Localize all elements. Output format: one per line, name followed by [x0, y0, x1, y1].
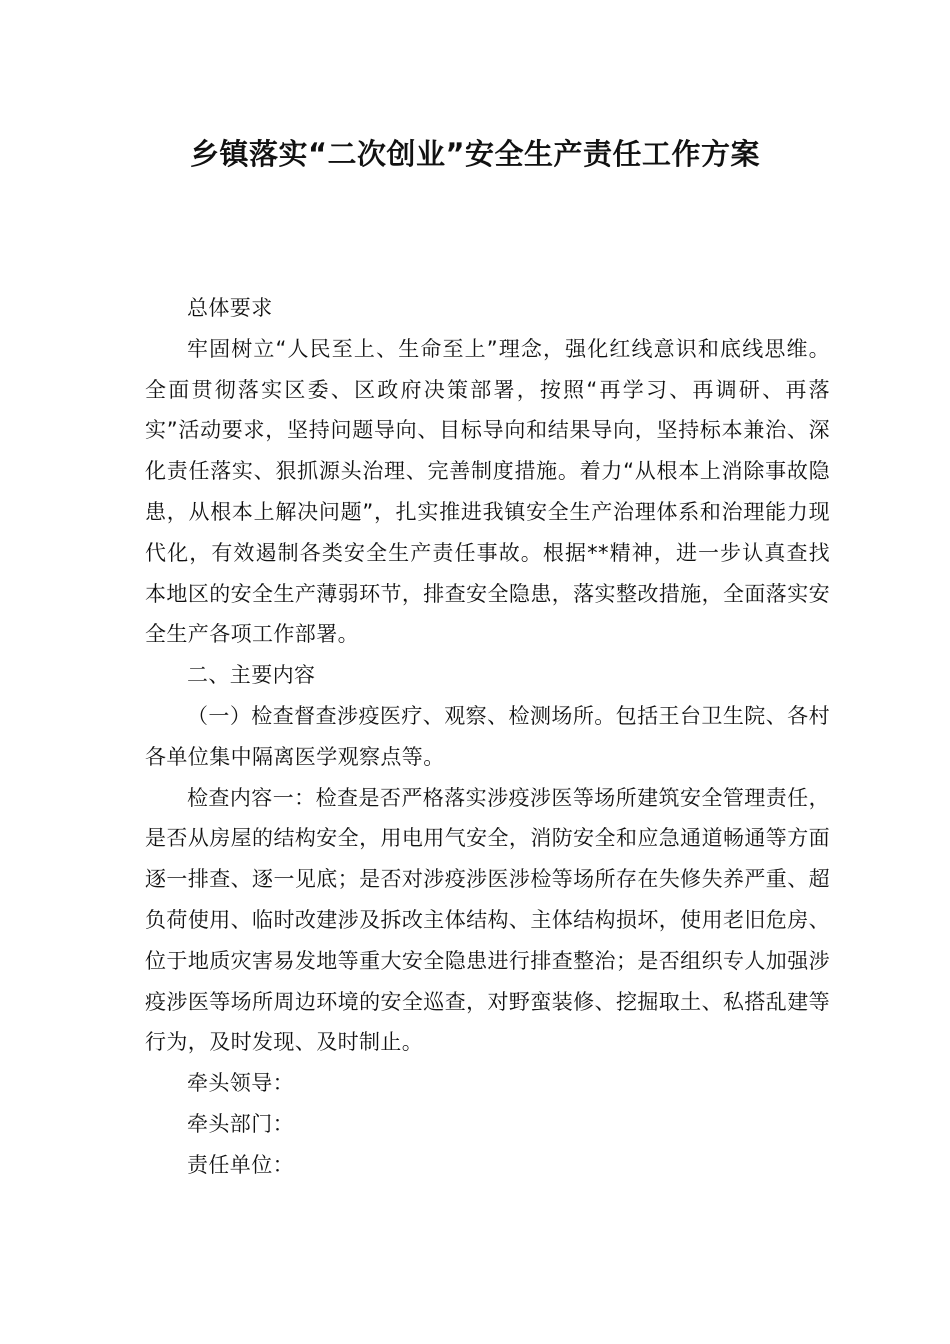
paragraph-inspection-content-one: 检查内容一：检查是否严格落实涉疫涉医等场所建筑安全管理责任，是否从房屋的结构安全，用电用气安全，消防安全和应急通道畅通等方面逐一排查、逐一见底；是否对涉疫涉医涉检等场所存在失修失养严重、超负荷使用、临时改建涉及拆改主体结构、主体结构损坏，使用老旧危房、位于地质灾害易发地等重大安全隐患进行排查整治；是否组织专人加强涉疫涉医等场所周边环境的安全巡查，对野蛮装修、挖掘取土、私搭乱建等行为，及时发现、及时制止。	[145, 785, 830, 1055]
paragraph-overall-requirements: 牢固树立“人民至上、生命至上”理念，强化红线意识和底线思维。全面贯彻落实区委、区政府决策部署，按照“再学习、再调研、再落实”活动要求，坚持问题导向、目标导向和结果导向，坚持标本兼治、深化责任落实、狠抓源头治理、完善制度措施。着力“从根本上消除事故隐患，从根本上解决问题”，扎实推进我镇安全生产治理体系和治理能力现代化，有效遏制各类安全生产责任事故。根据**精神，进一步认真查找本地区的安全生产薄弱环节，排查安全隐患，落实整改措施，全面落实安全生产各项工作部署。	[145, 336, 830, 647]
paragraph-item-one: （一）检查督查涉疫医疗、观察、检测场所。包括王台卫生院、各村各单位集中隔离医学观察点等。	[145, 703, 830, 769]
field-responsible-unit: 责任单位：	[187, 1152, 294, 1177]
document-title: 乡镇落实“二次创业”安全生产责任工作方案	[189, 137, 761, 171]
field-lead-leader: 牵头领导：	[187, 1071, 294, 1096]
field-lead-department: 牵头部门：	[187, 1111, 294, 1136]
section-heading-overall-requirements: 总体要求	[187, 296, 273, 320]
section-heading-main-content: 二、主要内容	[187, 663, 316, 688]
document-body	[145, 288, 830, 1186]
